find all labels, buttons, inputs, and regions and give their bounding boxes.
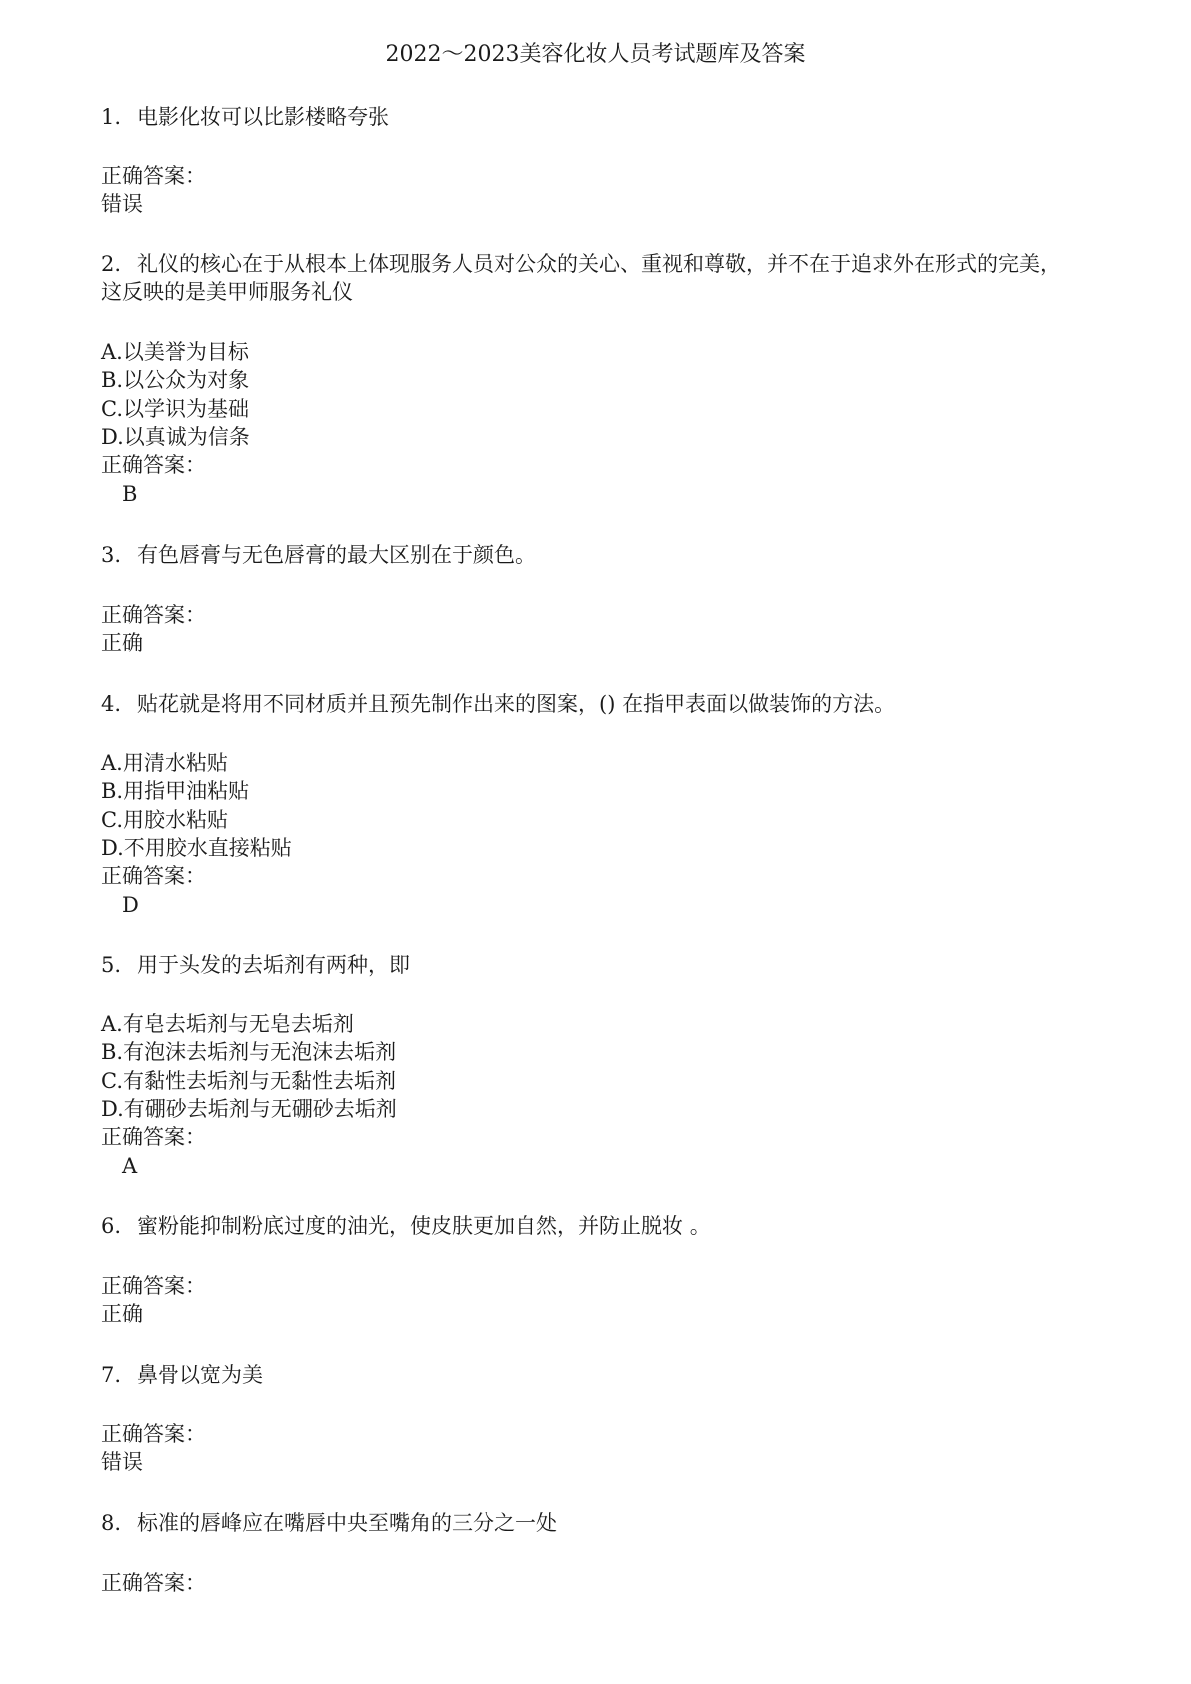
option-c: C.用胶水粘贴	[101, 808, 228, 832]
option-b: B.有泡沫去垢剂与无泡沫去垢剂	[101, 1040, 397, 1064]
option-b: B.用指甲油粘贴	[101, 779, 250, 803]
option-c: C.有黏性去垢剂与无黏性去垢剂	[101, 1069, 396, 1093]
question-number: 5.	[101, 953, 122, 977]
page-title: 2022～2023美容化妆人员考试题库及答案	[385, 42, 806, 67]
answer-label: 正确答案：	[101, 1571, 206, 1595]
answer-label: 正确答案：	[101, 453, 206, 477]
question-text: 标准的唇峰应在嘴唇中央至嘴角的三分之一处	[137, 1511, 558, 1535]
question-number: 1.	[101, 105, 122, 129]
question-text: 蜜粉能抑制粉底过度的油光，使皮肤更加自然，并防止脱妆 。	[137, 1214, 711, 1238]
answer-value: 正确	[101, 1302, 143, 1326]
question-4	[101, 690, 895, 718]
question-8	[101, 1509, 557, 1537]
question-text: 电影化妆可以比影楼略夸张	[137, 105, 390, 129]
question-5	[101, 951, 410, 979]
question-3	[101, 541, 536, 569]
question-number: 3.	[101, 543, 122, 567]
option-d: D.不用胶水直接粘贴	[101, 836, 292, 860]
question-text: 礼仪的核心在于从根本上体现服务人员对公众的关心、重视和尊敬，并不在于追求外在形式的完美，	[137, 252, 1062, 276]
answer-value: D	[122, 893, 139, 917]
question-text: 贴花就是将用不同材质并且预先制作出来的图案，() 在指甲表面以做装饰的方法。	[137, 692, 896, 716]
answer-value: 正确	[101, 631, 143, 655]
question-text: 有色唇膏与无色唇膏的最大区别在于颜色。	[137, 543, 537, 567]
answer-value: B	[122, 482, 138, 506]
answer-label: 正确答案：	[101, 864, 206, 888]
answer-label: 正确答案：	[101, 603, 206, 627]
question-text: 用于头发的去垢剂有两种，即	[137, 953, 411, 977]
question-number: 8.	[101, 1511, 122, 1535]
answer-label: 正确答案：	[101, 1274, 206, 1298]
answer-value: A	[122, 1154, 138, 1178]
answer-label: 正确答案：	[101, 164, 206, 188]
question-text: 鼻骨以宽为美	[137, 1363, 264, 1387]
question-1	[101, 103, 389, 131]
question-7	[101, 1361, 263, 1389]
question-text-continued: 这反映的是美甲师服务礼仪	[101, 280, 353, 304]
question-number: 2.	[101, 252, 122, 276]
answer-value: 错误	[101, 1450, 143, 1474]
option-a: A.以美誉为目标	[101, 340, 249, 364]
option-b: B.以公众为对象	[101, 368, 250, 392]
option-a: A.用清水粘贴	[101, 751, 228, 775]
option-d: D.有硼砂去垢剂与无硼砂去垢剂	[101, 1097, 397, 1121]
question-6	[101, 1212, 711, 1240]
answer-value: 错误	[101, 192, 143, 216]
question-2	[101, 250, 1061, 278]
question-number: 4.	[101, 692, 122, 716]
question-number: 6.	[101, 1214, 122, 1238]
option-c: C.以学识为基础	[101, 397, 249, 421]
answer-label: 正确答案：	[101, 1125, 206, 1149]
answer-label: 正确答案：	[101, 1422, 206, 1446]
option-a: A.有皂去垢剂与无皂去垢剂	[101, 1012, 354, 1036]
option-d: D.以真诚为信条	[101, 425, 250, 449]
question-number: 7.	[101, 1363, 122, 1387]
